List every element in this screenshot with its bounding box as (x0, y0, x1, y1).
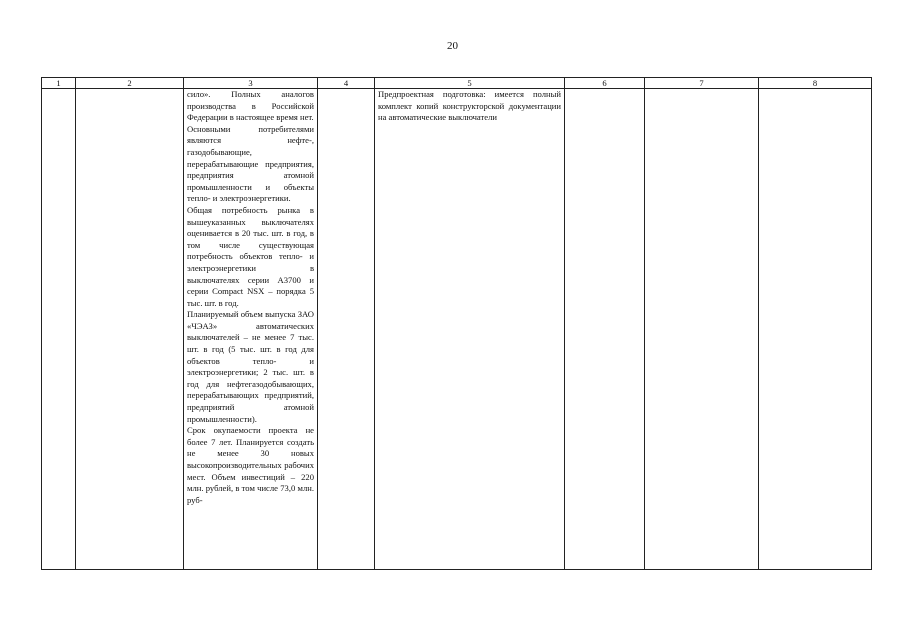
cell-col-8 (759, 89, 872, 570)
project-description-paragraph: Основными потребителями являются нефте-, газодобывающие, перерабатывающие предприятия, предприятия атомной промышленности и объекты тепло- и электроэнергетики. (187, 123, 314, 204)
project-description-paragraph: Общая потребность рынка в вышеуказанных выключателях оценивается в 20 тыс. шт. в год, в том числе существующая потребность объектов тепло- и электроэнергетики в выключателях серии А3700 и серии Compact NSX – порядка 5 тыс. шт. в год. (187, 204, 314, 308)
cell-col-2 (76, 89, 184, 570)
preparation-status-text: Предпроектная подготовка: имеется полный комплект копий конструкторской документации на автоматические выключатели (378, 89, 561, 123)
project-description-paragraph: Планируемый объем выпуска ЗАО «ЧЭАЗ» автоматических выключателей – не менее 7 тыс. шт. в год (5 тыс. шт. в год для объектов тепло- и электроэнергетики; 2 тыс. шт. в год для нефтегазодобывающих, перерабатывающих предприятий, предприятий атомной промышленности). (187, 309, 314, 424)
cell-col-6 (565, 89, 645, 570)
project-description-paragraph: сило». Полных аналогов производства в Российской Федерации в настоящее время нет. (187, 89, 314, 123)
column-header-5: 5 (375, 78, 565, 89)
column-header-4: 4 (318, 78, 375, 89)
column-header-6: 6 (565, 78, 645, 89)
column-header-2: 2 (76, 78, 184, 89)
cell-col-1 (42, 89, 76, 570)
page-number: 20 (447, 40, 458, 52)
cell-col-7 (645, 89, 759, 570)
column-header-3: 3 (184, 78, 318, 89)
table-row (42, 89, 872, 570)
project-description-paragraph: Срок окупаемости проекта не более 7 лет. Планируется создать не менее 30 новых высокопроизводительных рабочих мест. Объем инвестиций – 220 млн. рублей, в том числе 73,0 млн. руб- (187, 425, 314, 505)
header-row (42, 78, 872, 89)
column-header-1: 1 (42, 78, 76, 89)
cell-col-3 (184, 89, 318, 570)
cell-col-5 (375, 89, 565, 570)
document-table (41, 77, 872, 570)
column-header-8: 8 (759, 78, 872, 89)
cell-col-4 (318, 89, 375, 570)
column-header-7: 7 (645, 78, 759, 89)
